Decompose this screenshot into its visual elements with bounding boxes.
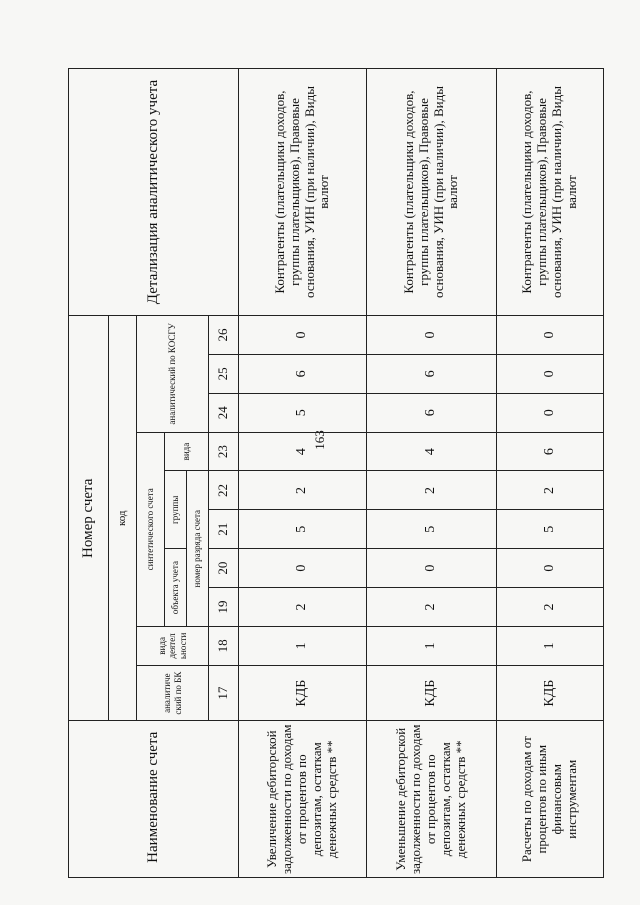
header-synthetic: синтетического счета bbox=[137, 432, 165, 626]
row-cell: 2 bbox=[239, 471, 367, 510]
header-object: объекта учета bbox=[165, 549, 187, 627]
digit-17: 17 bbox=[209, 665, 239, 721]
table-row bbox=[239, 69, 367, 878]
table-row bbox=[367, 69, 497, 878]
row-cell: 2 bbox=[239, 588, 367, 627]
table-row bbox=[497, 69, 604, 878]
row-cell: 6 bbox=[497, 432, 604, 471]
row-cell: 2 bbox=[367, 588, 497, 627]
header-group: группы bbox=[165, 471, 187, 549]
row-cell: 2 bbox=[497, 588, 604, 627]
row-cell: 0 bbox=[367, 316, 497, 355]
digit-20: 20 bbox=[209, 549, 239, 588]
row-cell: 0 bbox=[497, 316, 604, 355]
row-cell: 0 bbox=[497, 549, 604, 588]
row-cell: 0 bbox=[497, 393, 604, 432]
row-cell: 6 bbox=[367, 393, 497, 432]
header-analytical-kosgu: аналитический по КОСГУ bbox=[137, 316, 209, 433]
row-cell: КДБ bbox=[239, 665, 367, 721]
row-cell: 1 bbox=[367, 626, 497, 665]
row-cell: 0 bbox=[497, 354, 604, 393]
header-digit-number: номер разряда счета bbox=[187, 471, 209, 626]
row-cell: 5 bbox=[239, 510, 367, 549]
accounts-table bbox=[68, 68, 604, 878]
row-detail: Контрагенты (плательщики доходов, группы плательщиков), Правовые основания, УИН (при наличии), Виды валют bbox=[239, 69, 367, 316]
row-cell: 0 bbox=[367, 549, 497, 588]
row-cell: 4 bbox=[239, 432, 367, 471]
row-cell: 1 bbox=[239, 626, 367, 665]
header-activity-type: вида деятел ьности bbox=[137, 626, 209, 665]
rotated-table-container bbox=[68, 68, 603, 878]
digit-24: 24 bbox=[209, 393, 239, 432]
digit-25: 25 bbox=[209, 354, 239, 393]
row-cell: 4 bbox=[367, 432, 497, 471]
row-cell: 6 bbox=[239, 354, 367, 393]
row-cell: 5 bbox=[239, 393, 367, 432]
digit-23: 23 bbox=[209, 432, 239, 471]
header-kind: вида bbox=[165, 432, 209, 471]
row-cell: 5 bbox=[497, 510, 604, 549]
row-cell: 0 bbox=[239, 549, 367, 588]
row-cell: 1 bbox=[497, 626, 604, 665]
page-number: 163 bbox=[312, 430, 327, 450]
header-account-name: Наименование счета bbox=[69, 721, 239, 878]
row-detail: Контрагенты (плательщики доходов, группы плательщиков), Правовые основания, УИН (при наличии), Виды валют bbox=[367, 69, 497, 316]
row-name: Уменьшение дебиторской задолженности по доходам от процентов по депозитам, остаткам денежных средств ** bbox=[367, 721, 497, 878]
header-analytical-bk: аналитиче ский по БК bbox=[137, 665, 209, 721]
digit-21: 21 bbox=[209, 510, 239, 549]
row-name: Увеличение дебиторской задолженности по доходам от процентов по депозитам, остаткам денежных средств ** bbox=[239, 721, 367, 878]
digit-18: 18 bbox=[209, 626, 239, 665]
row-cell: 2 bbox=[367, 471, 497, 510]
row-cell: 2 bbox=[497, 471, 604, 510]
row-cell: 0 bbox=[239, 316, 367, 355]
header-account-number: Номер счета bbox=[69, 316, 109, 721]
digit-26: 26 bbox=[209, 316, 239, 355]
digit-22: 22 bbox=[209, 471, 239, 510]
row-detail: Контрагенты (плательщики доходов, группы плательщиков), Правовые основания, УИН (при наличии), Виды валют bbox=[497, 69, 604, 316]
header-analytical-detail: Детализация аналитического учета bbox=[69, 69, 239, 316]
row-cell: 5 bbox=[367, 510, 497, 549]
row-cell: КДБ bbox=[367, 665, 497, 721]
row-name: Расчеты по доходам от процентов по иным финансовым инструментам bbox=[497, 721, 604, 878]
digit-19: 19 bbox=[209, 588, 239, 627]
header-code: код bbox=[109, 316, 137, 721]
row-cell: 6 bbox=[367, 354, 497, 393]
row-cell: КДБ bbox=[497, 665, 604, 721]
